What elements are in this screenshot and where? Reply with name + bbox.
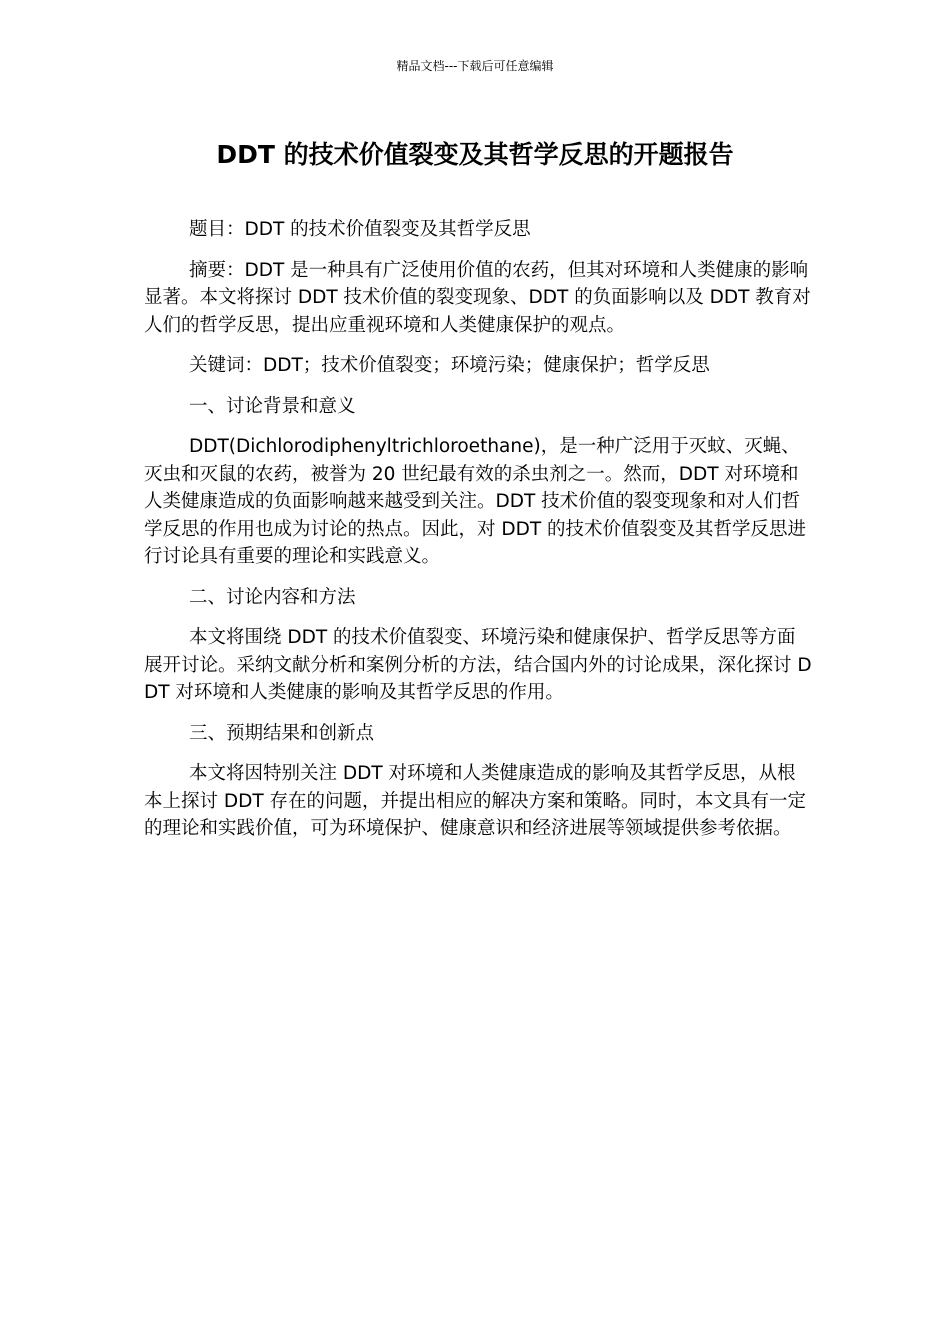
- topic-paragraph: 题目：DDT 的技术价值裂变及其哲学反思: [189, 219, 531, 240]
- section-heading-content-method: 二、讨论内容和方法: [189, 586, 356, 608]
- keywords-paragraph: 关键词：DDT；技术价值裂变；环境污染；健康保护；哲学反思: [189, 355, 710, 376]
- section-heading-expected-results: 三、预期结果和创新点: [189, 722, 375, 744]
- expected-results-paragraph: 本文将因特别关注 DDT 对环境和人类健康造成的影响及其哲学反思，从根本上探讨 DDT 存在的问题，并提出相应的解决方案和策略。同时，本文具有一定的理论和实践价值，可为环境保护、健康意识和经济进展等领域提供参考依据。: [144, 763, 807, 839]
- document-title: DDT 的技术价值裂变及其哲学反思的开题报告: [216, 140, 734, 169]
- background-paragraph: DDT(Dichlorodiphenyltrichloroethane)，是一种广泛用于灭蚊、灭蝇、灭虫和灭鼠的农药，被誉为 20 世纪最有效的杀虫剂之一。然而，DDT 对环境和人类健康造成的负面影响越来越受到关注。DDT 技术价值的裂变现象和对人们哲学反思的作用也成为讨论的热点。因此，对 DDT 的技术价值裂变及其哲学反思进行讨论具有重要的理论和实践意义。: [144, 436, 807, 567]
- page-header: 精品文档---下载后可任意编辑: [396, 59, 554, 73]
- section-heading-background: 一、讨论背景和意义: [189, 395, 356, 417]
- abstract-paragraph: 摘要：DDT 是一种具有广泛使用价值的农药，但其对环境和人类健康的影响显著。本文将探讨 DDT 技术价值的裂变现象、DDT 的负面影响以及 DDT 教育对人们的哲学反思，提出应重视环境和人类健康保护的观点。: [144, 259, 811, 336]
- content-method-paragraph: 本文将围绕 DDT 的技术价值裂变、环境污染和健康保护、哲学反思等方面展开讨论。采纳文献分析和案例分析的方法，结合国内外的讨论成果，深化探讨 DDT 对环境和人类健康的影响及其哲学反思的作用。: [144, 627, 812, 703]
- document-body: [144, 216, 814, 856]
